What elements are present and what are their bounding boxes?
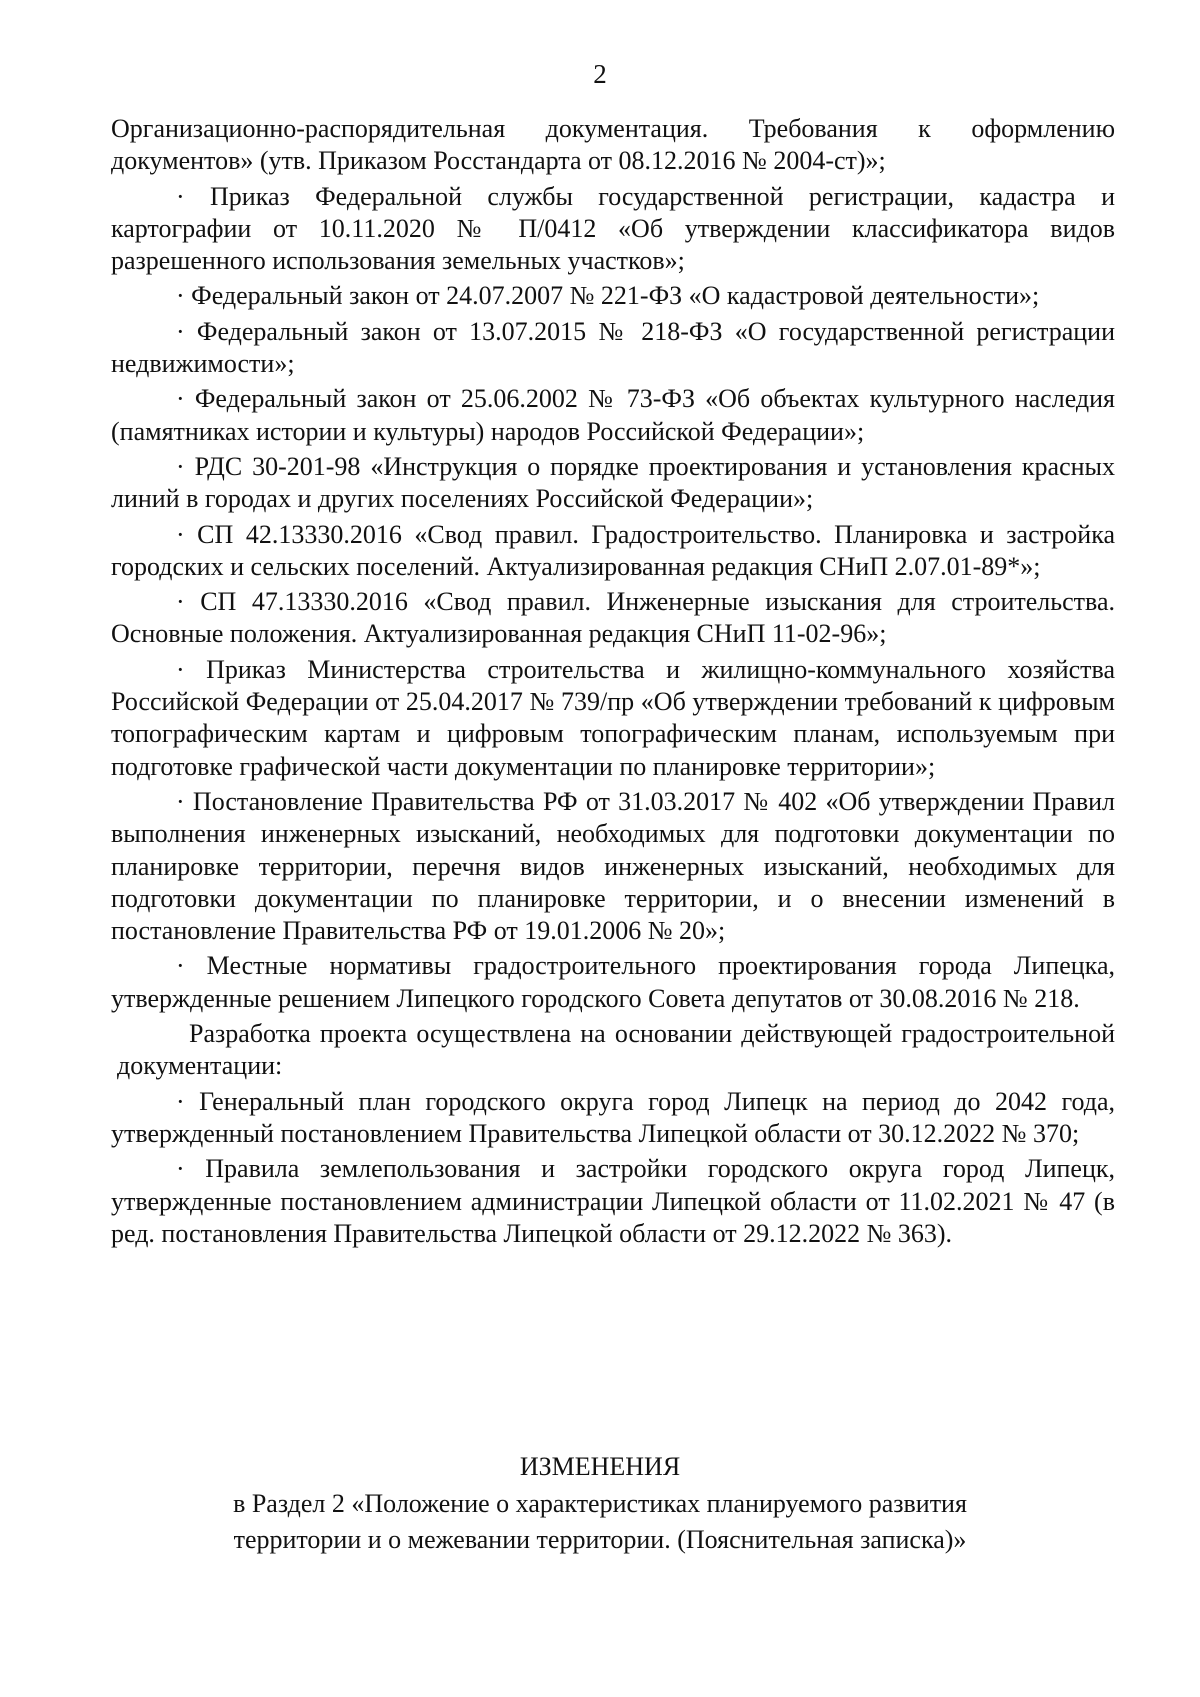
- section-subtitle-line-2: территории и о межевании территории. (Пояснительная записка)»: [233, 1525, 967, 1554]
- list-item-general-plan: · Генеральный план городского округа город Липецк на период до 2042 года, утвержденный постановлением Правительства Липецкой области от 30.12.2022 № 370;: [111, 1086, 1115, 1148]
- changes-section: [0, 1450, 1200, 1558]
- list-item-sp-47: · СП 47.13330.2016 «Свод правил. Инженерные изыскания для строительства. Основные положения. Актуализированная редакция СНиП 11-02-96»;: [111, 587, 1115, 649]
- list-item-rosreestr-order: · Приказ Федеральной службы государственной регистрации, кадастра и картографии от 10.11.2020 № П/0412 «Об утверждении классификатора видов разрешенного использования земельных участков»;: [111, 181, 1115, 276]
- page-number: 2: [593, 59, 607, 89]
- paragraph-continuation: Организационно-распорядительная документация. Требования к оформлению документов» (утв. Приказом Росстандарта от 08.12.2016 № 2004-ст)»;: [111, 114, 1115, 176]
- list-item-fz-218: · Федеральный закон от 13.07.2015 № 218-ФЗ «О государственной регистрации недвижимости»;: [111, 316, 1115, 379]
- body-text: [111, 113, 1115, 1253]
- list-item-fz-73: · Федеральный закон от 25.06.2002 № 73-ФЗ «Об объектах культурного наследия (памятниках истории и культуры) народов Российской Федерации»;: [111, 384, 1115, 446]
- list-item-local-norms: · Местные нормативы градостроительного проектирования города Липецка, утвержденные решением Липецкого городского Совета депутатов от 30.08.2016 № 218.: [111, 951, 1115, 1013]
- list-item-zoning-rules: · Правила землепользования и застройки городского округа город Липецк, утвержденные постановлением администрации Липецкой области от 11.02.2021 № 47 (в ред. постановления Правительства Липецкой области от 29.12.2022 № 363).: [111, 1154, 1115, 1248]
- list-item-sp-42: · СП 42.13330.2016 «Свод правил. Градостроительство. Планировка и застройка городских и сельских поселений. Актуализированная редакция СНиП 2.07.01-89*»;: [111, 519, 1115, 581]
- list-item-rds: · РДС 30-201-98 «Инструкция о порядке проектирования и установления красных линий в городах и других поселениях Российской Федерации»;: [111, 451, 1115, 514]
- section-heading: ИЗМЕНЕНИЯ: [519, 1452, 681, 1481]
- list-item-minstroy-order: · Приказ Министерства строительства и жилищно-коммунального хозяйства Российской Федерации от 25.04.2017 № 739/пр «Об утверждении требований к цифровым топографическим картам и цифровым топографическим планам, используемым при подготовке графической части документации по планировке территории»;: [111, 654, 1115, 781]
- list-item-government-resolution: · Постановление Правительства РФ от 31.03.2017 № 402 «Об утверждении Правил выполнения инженерных изысканий, необходимых для подготовки документации по планировке территории, перечня видов инженерных изысканий, необходимых для подготовки документации по планировке территории, и о внесении изменений в постановление Правительства РФ от 19.01.2006 № 20»;: [111, 786, 1115, 946]
- section-subtitle-line-1: в Раздел 2 «Положение о характеристиках планируемого развития: [233, 1489, 967, 1518]
- list-item-fz-221: · Федеральный закон от 24.07.2007 № 221-ФЗ «О кадастровой деятельности»;: [176, 281, 1040, 311]
- paragraph-basis: Разработка проекта осуществлена на основании действующей градостроительной документации:: [117, 1019, 1115, 1081]
